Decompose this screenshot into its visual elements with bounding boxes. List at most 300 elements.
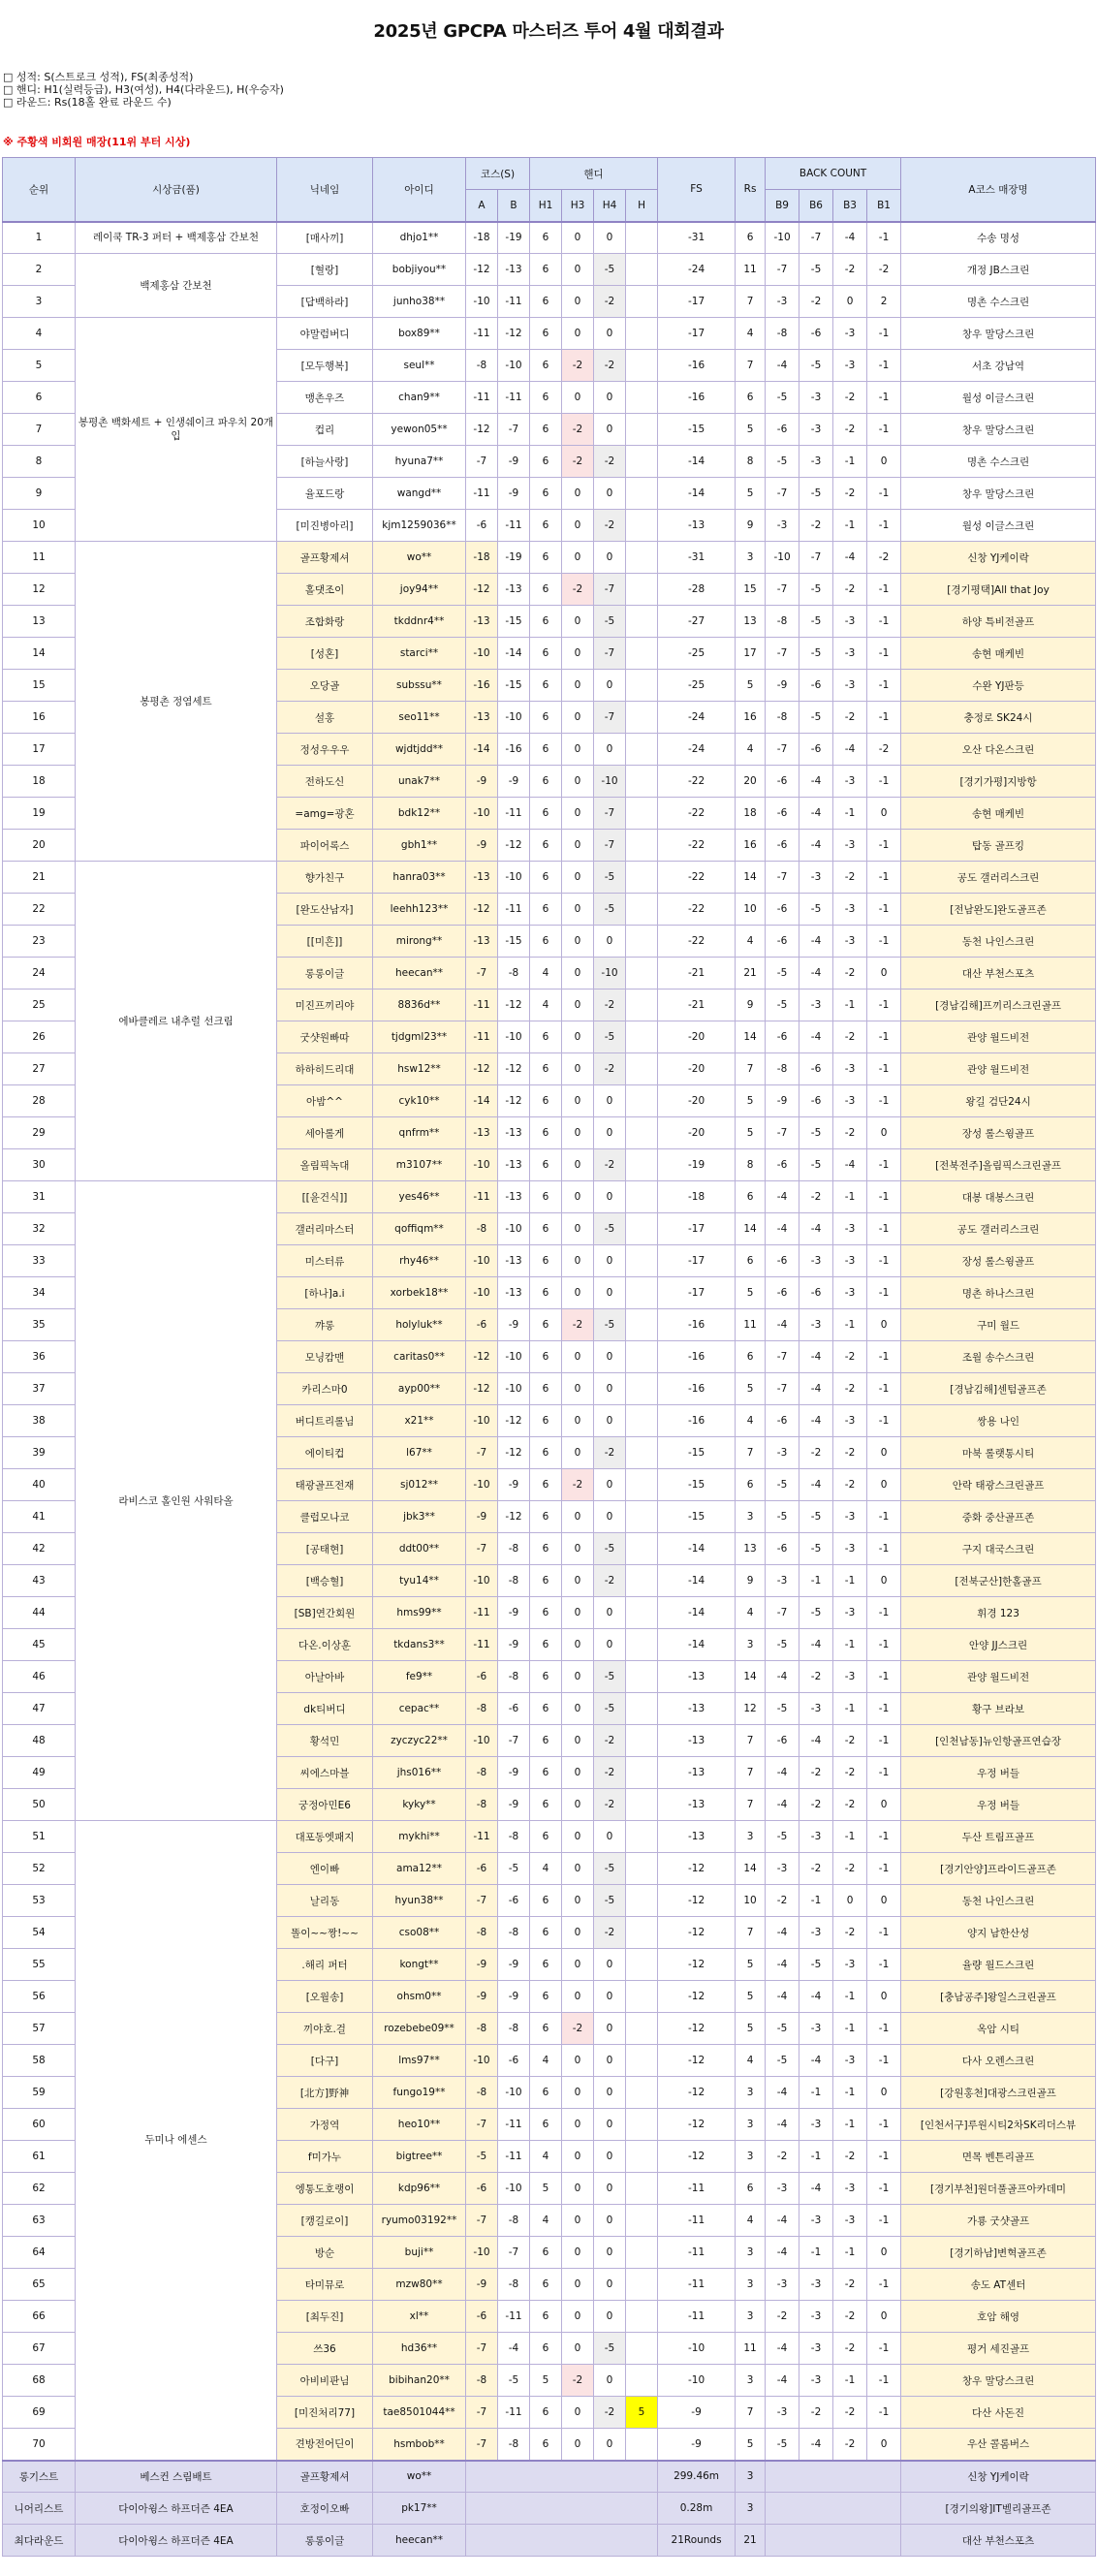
cell-b1: -1 bbox=[867, 478, 901, 510]
cell-b: -7 bbox=[498, 2237, 530, 2269]
cell-id: cyk10** bbox=[373, 1085, 466, 1117]
cell-nickname: 아비비판님 bbox=[277, 2365, 373, 2397]
cell-a: -10 bbox=[466, 2045, 498, 2077]
cell-id: xorbek18** bbox=[373, 1277, 466, 1309]
cell-h1: 6 bbox=[530, 2429, 562, 2461]
cell-h bbox=[626, 2013, 658, 2045]
col-course: 코스(S) bbox=[466, 158, 530, 190]
cell-h1: 6 bbox=[530, 798, 562, 830]
cell-rank: 3 bbox=[3, 286, 76, 318]
cell-rank: 38 bbox=[3, 1405, 76, 1437]
cell-fs: -13 bbox=[658, 1821, 736, 1853]
cell-id: qoffiqm** bbox=[373, 1213, 466, 1245]
cell-b3: -2 bbox=[833, 414, 867, 446]
cell-rank: 53 bbox=[3, 1885, 76, 1917]
cell-id: hsmbob** bbox=[373, 2429, 466, 2461]
cell-b3: -3 bbox=[833, 1501, 867, 1533]
cell-b3: -2 bbox=[833, 702, 867, 734]
cell-fs: -17 bbox=[658, 318, 736, 350]
cell-nickname: [오월송] bbox=[277, 1981, 373, 2013]
cell-b1: 0 bbox=[867, 1309, 901, 1341]
cell-b3: -2 bbox=[833, 254, 867, 286]
cell-h3: 0 bbox=[562, 926, 594, 958]
cell-b: -9 bbox=[498, 1981, 530, 2013]
cell-b: -8 bbox=[498, 958, 530, 990]
cell-store: 수송 명성 bbox=[901, 222, 1096, 254]
cell-h bbox=[626, 702, 658, 734]
cell-b3: -3 bbox=[833, 2205, 867, 2237]
cell-h1: 6 bbox=[530, 1405, 562, 1437]
cell-b9: -7 bbox=[766, 734, 799, 766]
cell-b6: -5 bbox=[799, 1501, 833, 1533]
cell-b9: -6 bbox=[766, 1405, 799, 1437]
cell-b9: -3 bbox=[766, 1437, 799, 1469]
cell-b9: -3 bbox=[766, 2397, 799, 2429]
cell-fs: -12 bbox=[658, 2141, 736, 2173]
special-award-name: 최다라운드 bbox=[3, 2525, 76, 2557]
cell-b1: -1 bbox=[867, 1021, 901, 1053]
cell-store: 우정 버들 bbox=[901, 1757, 1096, 1789]
cell-nickname: 홀댓조이 bbox=[277, 574, 373, 606]
cell-b3: -2 bbox=[833, 2301, 867, 2333]
cell-rank: 10 bbox=[3, 510, 76, 542]
cell-rank: 58 bbox=[3, 2045, 76, 2077]
cell-h4: -10 bbox=[594, 958, 626, 990]
cell-store: 명촌 수스크린 bbox=[901, 446, 1096, 478]
cell-id: x21** bbox=[373, 1405, 466, 1437]
cell-id: tkddnr4** bbox=[373, 606, 466, 638]
cell-b6: -3 bbox=[799, 862, 833, 894]
cell-rank: 15 bbox=[3, 670, 76, 702]
cell-b9: -7 bbox=[766, 478, 799, 510]
cell-h1: 4 bbox=[530, 2045, 562, 2077]
table-row bbox=[3, 222, 1096, 254]
cell-h bbox=[626, 1053, 658, 1085]
cell-b6: -4 bbox=[799, 1981, 833, 2013]
cell-b: -10 bbox=[498, 1213, 530, 1245]
cell-b: -9 bbox=[498, 478, 530, 510]
cell-b3: -4 bbox=[833, 222, 867, 254]
cell-rs: 10 bbox=[736, 894, 766, 926]
cell-a: -8 bbox=[466, 1757, 498, 1789]
cell-fs: -12 bbox=[658, 1917, 736, 1949]
special-award-id: wo** bbox=[373, 2461, 466, 2493]
cell-b9: -4 bbox=[766, 2365, 799, 2397]
cell-fs: -12 bbox=[658, 2109, 736, 2141]
cell-h4: 0 bbox=[594, 1181, 626, 1213]
cell-id: gbh1** bbox=[373, 830, 466, 862]
cell-b1: -1 bbox=[867, 222, 901, 254]
cell-b9: -5 bbox=[766, 382, 799, 414]
col-b3: B3 bbox=[833, 190, 867, 222]
cell-b3: 0 bbox=[833, 286, 867, 318]
cell-prize: 백제홍삼 간보천 bbox=[76, 254, 277, 318]
cell-store: 안락 태광스크린골프 bbox=[901, 1469, 1096, 1501]
cell-rank: 28 bbox=[3, 1085, 76, 1117]
cell-b1: -1 bbox=[867, 1821, 901, 1853]
cell-rs: 7 bbox=[736, 286, 766, 318]
cell-h3: 0 bbox=[562, 862, 594, 894]
cell-fs: -14 bbox=[658, 478, 736, 510]
cell-store: [전북군산]한홀골프 bbox=[901, 1565, 1096, 1597]
cell-rank: 11 bbox=[3, 542, 76, 574]
cell-b6: -3 bbox=[799, 2365, 833, 2397]
cell-store: 월성 이글스크린 bbox=[901, 510, 1096, 542]
cell-b9: -8 bbox=[766, 318, 799, 350]
cell-h bbox=[626, 1885, 658, 1917]
cell-b1: -1 bbox=[867, 606, 901, 638]
cell-h1: 6 bbox=[530, 702, 562, 734]
cell-b: -11 bbox=[498, 798, 530, 830]
cell-h1: 6 bbox=[530, 510, 562, 542]
cell-b9: -4 bbox=[766, 1181, 799, 1213]
cell-b3: -1 bbox=[833, 798, 867, 830]
cell-a: -12 bbox=[466, 414, 498, 446]
cell-h bbox=[626, 254, 658, 286]
cell-a: -11 bbox=[466, 1821, 498, 1853]
cell-prize: 두미나 에센스 bbox=[76, 1821, 277, 2461]
cell-rank: 57 bbox=[3, 2013, 76, 2045]
cell-id: seul** bbox=[373, 350, 466, 382]
cell-fs: -12 bbox=[658, 1981, 736, 2013]
cell-rs: 6 bbox=[736, 1469, 766, 1501]
cell-rank: 4 bbox=[3, 318, 76, 350]
cell-b9: -2 bbox=[766, 2141, 799, 2173]
cell-h4: -2 bbox=[594, 510, 626, 542]
cell-id: hanra03** bbox=[373, 862, 466, 894]
cell-a: -12 bbox=[466, 254, 498, 286]
cell-rs: 6 bbox=[736, 1245, 766, 1277]
cell-b6: -4 bbox=[799, 766, 833, 798]
cell-id: tjdgml23** bbox=[373, 1021, 466, 1053]
cell-h4: 0 bbox=[594, 222, 626, 254]
cell-rs: 7 bbox=[736, 1053, 766, 1085]
cell-b6: -5 bbox=[799, 1149, 833, 1181]
cell-h3: 0 bbox=[562, 1053, 594, 1085]
cell-h1: 5 bbox=[530, 2365, 562, 2397]
cell-h bbox=[626, 1181, 658, 1213]
cell-h3: 0 bbox=[562, 1149, 594, 1181]
cell-h1: 6 bbox=[530, 574, 562, 606]
cell-fs: -16 bbox=[658, 1309, 736, 1341]
cell-h3: 0 bbox=[562, 2141, 594, 2173]
cell-b1: -1 bbox=[867, 1949, 901, 1981]
cell-rank: 6 bbox=[3, 382, 76, 414]
cell-b9: -4 bbox=[766, 1789, 799, 1821]
cell-h4: 0 bbox=[594, 1085, 626, 1117]
cell-b1: 0 bbox=[867, 798, 901, 830]
cell-a: -10 bbox=[466, 1149, 498, 1181]
cell-rs: 6 bbox=[736, 222, 766, 254]
cell-b6: -4 bbox=[799, 926, 833, 958]
cell-fs: -11 bbox=[658, 2301, 736, 2333]
cell-h bbox=[626, 2141, 658, 2173]
cell-b3: -2 bbox=[833, 382, 867, 414]
cell-id: bobjiyou** bbox=[373, 254, 466, 286]
cell-rank: 24 bbox=[3, 958, 76, 990]
cell-b6: -4 bbox=[799, 830, 833, 862]
cell-h3: 0 bbox=[562, 2301, 594, 2333]
cell-a: -10 bbox=[466, 1277, 498, 1309]
cell-b6: -3 bbox=[799, 2269, 833, 2301]
cell-b6: -6 bbox=[799, 1085, 833, 1117]
cell-b: -9 bbox=[498, 1469, 530, 1501]
table-row bbox=[3, 254, 1096, 286]
cell-b: -9 bbox=[498, 1757, 530, 1789]
cell-b9: -7 bbox=[766, 1373, 799, 1405]
cell-b9: -6 bbox=[766, 1149, 799, 1181]
cell-a: -10 bbox=[466, 2237, 498, 2269]
cell-b1: -1 bbox=[867, 2365, 901, 2397]
cell-b3: -1 bbox=[833, 2365, 867, 2397]
cell-fs: -13 bbox=[658, 510, 736, 542]
cell-b9: -5 bbox=[766, 1821, 799, 1853]
cell-store: 양지 남한산성 bbox=[901, 1917, 1096, 1949]
cell-nickname: 클럽모나코 bbox=[277, 1501, 373, 1533]
cell-rank: 39 bbox=[3, 1437, 76, 1469]
col-id: 아이디 bbox=[373, 158, 466, 222]
cell-b3: -1 bbox=[833, 990, 867, 1021]
cell-b3: -3 bbox=[833, 1533, 867, 1565]
cell-h4: -2 bbox=[594, 1757, 626, 1789]
cell-rs: 8 bbox=[736, 446, 766, 478]
cell-b3: 0 bbox=[833, 1885, 867, 1917]
cell-b1: -1 bbox=[867, 1085, 901, 1117]
cell-h1: 4 bbox=[530, 1853, 562, 1885]
cell-id: dhjo1** bbox=[373, 222, 466, 254]
cell-rank: 69 bbox=[3, 2397, 76, 2429]
cell-h4: 0 bbox=[594, 734, 626, 766]
cell-fs: -16 bbox=[658, 350, 736, 382]
cell-b: -13 bbox=[498, 1181, 530, 1213]
cell-b1: 0 bbox=[867, 1789, 901, 1821]
cell-b1: -1 bbox=[867, 350, 901, 382]
cell-b3: -1 bbox=[833, 1981, 867, 2013]
cell-b: -12 bbox=[498, 318, 530, 350]
cell-rank: 20 bbox=[3, 830, 76, 862]
cell-b6: -4 bbox=[799, 958, 833, 990]
cell-h4: -2 bbox=[594, 1565, 626, 1597]
cell-h1: 6 bbox=[530, 1181, 562, 1213]
cell-h4: 0 bbox=[594, 1117, 626, 1149]
cell-id: kyky** bbox=[373, 1789, 466, 1821]
cell-store: 개정 JB스크린 bbox=[901, 254, 1096, 286]
cell-id: fungo19** bbox=[373, 2077, 466, 2109]
cell-rank: 23 bbox=[3, 926, 76, 958]
cell-a: -11 bbox=[466, 990, 498, 1021]
cell-h1: 6 bbox=[530, 254, 562, 286]
cell-rs: 3 bbox=[736, 2269, 766, 2301]
cell-h3: 0 bbox=[562, 1533, 594, 1565]
cell-h1: 6 bbox=[530, 286, 562, 318]
cell-store: 공도 갤러리스크린 bbox=[901, 862, 1096, 894]
cell-b6: -5 bbox=[799, 478, 833, 510]
cell-a: -10 bbox=[466, 1245, 498, 1277]
cell-rank: 8 bbox=[3, 446, 76, 478]
cell-rs: 7 bbox=[736, 2397, 766, 2429]
cell-id: bibihan20** bbox=[373, 2365, 466, 2397]
cell-fs: -24 bbox=[658, 734, 736, 766]
cell-nickname: 씨에스마블 bbox=[277, 1757, 373, 1789]
cell-b: -12 bbox=[498, 990, 530, 1021]
cell-b: -8 bbox=[498, 2269, 530, 2301]
cell-a: -12 bbox=[466, 1341, 498, 1373]
cell-id: mirong** bbox=[373, 926, 466, 958]
special-award-store: 대산 부천스포츠 bbox=[901, 2525, 1096, 2557]
cell-id: yewon05** bbox=[373, 414, 466, 446]
cell-nickname: 야말럼버디 bbox=[277, 318, 373, 350]
cell-h1: 6 bbox=[530, 1949, 562, 1981]
cell-store: [충남공주]왕일스크린골프 bbox=[901, 1981, 1096, 2013]
cell-h4: -5 bbox=[594, 862, 626, 894]
cell-b1: -1 bbox=[867, 1405, 901, 1437]
cell-b6: -4 bbox=[799, 1725, 833, 1757]
cell-rs: 4 bbox=[736, 926, 766, 958]
cell-b3: -3 bbox=[833, 606, 867, 638]
cell-store: 쌍용 나인 bbox=[901, 1405, 1096, 1437]
results-body bbox=[3, 222, 1096, 2461]
cell-fs: -16 bbox=[658, 1341, 736, 1373]
cell-rs: 11 bbox=[736, 1309, 766, 1341]
cell-rs: 16 bbox=[736, 702, 766, 734]
cell-b: -7 bbox=[498, 414, 530, 446]
cell-h4: 0 bbox=[594, 2365, 626, 2397]
cell-a: -12 bbox=[466, 894, 498, 926]
col-store: A코스 매장명 bbox=[901, 158, 1096, 222]
cell-nickname: 하하히드리대 bbox=[277, 1053, 373, 1085]
cell-b1: -1 bbox=[867, 318, 901, 350]
cell-b1: 0 bbox=[867, 1981, 901, 2013]
cell-b1: 0 bbox=[867, 446, 901, 478]
cell-b9: -5 bbox=[766, 2013, 799, 2045]
cell-b9: -4 bbox=[766, 1757, 799, 1789]
cell-h3: 0 bbox=[562, 1021, 594, 1053]
cell-rank: 1 bbox=[3, 222, 76, 254]
cell-b6: -1 bbox=[799, 2077, 833, 2109]
cell-a: -10 bbox=[466, 638, 498, 670]
cell-store: 서초 강남역 bbox=[901, 350, 1096, 382]
cell-b: -9 bbox=[498, 446, 530, 478]
cell-h4: 0 bbox=[594, 2077, 626, 2109]
cell-fs: -13 bbox=[658, 1693, 736, 1725]
cell-h bbox=[626, 990, 658, 1021]
cell-fs: -11 bbox=[658, 2205, 736, 2237]
cell-h4: 0 bbox=[594, 1629, 626, 1661]
cell-h3: 0 bbox=[562, 1725, 594, 1757]
cell-h bbox=[626, 1853, 658, 1885]
cell-b: -5 bbox=[498, 1853, 530, 1885]
cell-h bbox=[626, 2205, 658, 2237]
cell-h1: 6 bbox=[530, 2269, 562, 2301]
cell-nickname: 궁정아민E6 bbox=[277, 1789, 373, 1821]
cell-b3: -2 bbox=[833, 1917, 867, 1949]
cell-nickname: [성혼] bbox=[277, 638, 373, 670]
cell-nickname: 컵리 bbox=[277, 414, 373, 446]
cell-id: bigtree** bbox=[373, 2141, 466, 2173]
special-award-blank bbox=[466, 2525, 658, 2557]
cell-nickname: 꺄롱 bbox=[277, 1309, 373, 1341]
cell-h1: 6 bbox=[530, 1757, 562, 1789]
cell-b3: -1 bbox=[833, 2013, 867, 2045]
cell-b: -11 bbox=[498, 2397, 530, 2429]
cell-h3: 0 bbox=[562, 606, 594, 638]
cell-h bbox=[626, 2429, 658, 2461]
cell-h3: 0 bbox=[562, 1213, 594, 1245]
cell-h3: 0 bbox=[562, 510, 594, 542]
cell-h1: 6 bbox=[530, 1117, 562, 1149]
cell-h4: -5 bbox=[594, 2333, 626, 2365]
cell-nickname: 정성우우우 bbox=[277, 734, 373, 766]
cell-rank: 41 bbox=[3, 1501, 76, 1533]
cell-rs: 3 bbox=[736, 2109, 766, 2141]
cell-b1: 0 bbox=[867, 2237, 901, 2269]
cell-fs: -17 bbox=[658, 1213, 736, 1245]
cell-h1: 6 bbox=[530, 478, 562, 510]
cell-b6: -3 bbox=[799, 1245, 833, 1277]
col-h4: H4 bbox=[594, 190, 626, 222]
cell-b: -13 bbox=[498, 1149, 530, 1181]
cell-b9: -6 bbox=[766, 926, 799, 958]
cell-id: bdk12** bbox=[373, 798, 466, 830]
cell-a: -14 bbox=[466, 734, 498, 766]
cell-b: -16 bbox=[498, 734, 530, 766]
cell-b6: -3 bbox=[799, 2301, 833, 2333]
cell-h bbox=[626, 1629, 658, 1661]
cell-b9: -6 bbox=[766, 830, 799, 862]
cell-h1: 6 bbox=[530, 2109, 562, 2141]
cell-a: -9 bbox=[466, 1949, 498, 1981]
cell-h1: 6 bbox=[530, 1149, 562, 1181]
cell-h3: 0 bbox=[562, 1629, 594, 1661]
cell-store: 평거 세진골프 bbox=[901, 2333, 1096, 2365]
cell-nickname: [매사끼] bbox=[277, 222, 373, 254]
cell-h3: -2 bbox=[562, 1309, 594, 1341]
cell-a: -9 bbox=[466, 2269, 498, 2301]
cell-b1: 0 bbox=[867, 1469, 901, 1501]
cell-rs: 5 bbox=[736, 478, 766, 510]
cell-a: -10 bbox=[466, 1565, 498, 1597]
cell-b9: -4 bbox=[766, 1949, 799, 1981]
col-nickname: 닉네임 bbox=[277, 158, 373, 222]
cell-b1: -1 bbox=[867, 1661, 901, 1693]
cell-b: -13 bbox=[498, 1117, 530, 1149]
special-award-id: heecan** bbox=[373, 2525, 466, 2557]
cell-id: starci** bbox=[373, 638, 466, 670]
cell-store: 동천 나인스크린 bbox=[901, 926, 1096, 958]
cell-store: 수완 YJ판등 bbox=[901, 670, 1096, 702]
cell-id: kongt** bbox=[373, 1949, 466, 1981]
cell-b9: -6 bbox=[766, 414, 799, 446]
cell-id: cso08** bbox=[373, 1917, 466, 1949]
cell-h1: 6 bbox=[530, 2013, 562, 2045]
cell-b: -8 bbox=[498, 1821, 530, 1853]
cell-h4: -2 bbox=[594, 2397, 626, 2429]
cell-b9: -5 bbox=[766, 446, 799, 478]
cell-prize: 봉평촌 정염세트 bbox=[76, 542, 277, 862]
cell-a: -12 bbox=[466, 1053, 498, 1085]
cell-a: -11 bbox=[466, 1021, 498, 1053]
cell-rs: 7 bbox=[736, 1757, 766, 1789]
cell-id: wangd** bbox=[373, 478, 466, 510]
cell-b9: -6 bbox=[766, 1533, 799, 1565]
cell-h1: 6 bbox=[530, 350, 562, 382]
cell-h3: 0 bbox=[562, 1501, 594, 1533]
cell-rs: 4 bbox=[736, 1405, 766, 1437]
cell-b6: -6 bbox=[799, 1053, 833, 1085]
cell-rs: 4 bbox=[736, 318, 766, 350]
cell-b1: -1 bbox=[867, 1853, 901, 1885]
cell-h1: 6 bbox=[530, 1981, 562, 2013]
